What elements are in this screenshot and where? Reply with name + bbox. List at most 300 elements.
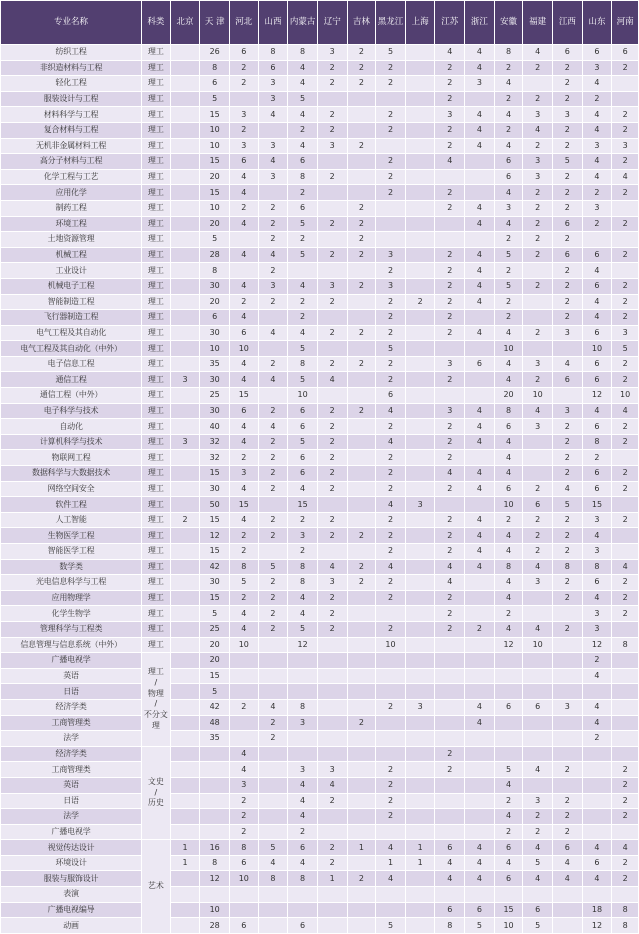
quota-cell-jiangsu: 2 xyxy=(435,185,465,201)
quota-cell-shanxi: 6 xyxy=(258,60,288,76)
quota-cell-beijing xyxy=(170,107,200,123)
table-row xyxy=(1,840,639,856)
quota-cell-beijing xyxy=(170,590,200,606)
quota-cell-beijing xyxy=(170,122,200,138)
quota-cell-shandong: 2 xyxy=(582,653,612,669)
quota-cell-henan: 2 xyxy=(612,793,639,809)
quota-cell-liaoning xyxy=(317,809,347,825)
quota-cell-shanxi xyxy=(258,653,288,669)
quota-cell-jilin xyxy=(347,154,376,170)
quota-cell-neimenggu: 5 xyxy=(288,434,318,450)
major-name-cell: 智能制造工程 xyxy=(1,294,142,310)
quota-cell-shanghai xyxy=(405,60,435,76)
quota-cell-shanghai xyxy=(405,481,435,497)
quota-cell-shanxi xyxy=(258,388,288,404)
quota-cell-jiangsu xyxy=(435,887,465,903)
category-cell: 理工 xyxy=(142,575,171,591)
quota-cell-jiangxi: 6 xyxy=(553,45,583,61)
quota-cell-henan: 2 xyxy=(612,434,639,450)
quota-cell-shandong xyxy=(582,232,612,248)
header-henan: 河南 xyxy=(612,1,639,45)
major-name-cell: 网络空间安全 xyxy=(1,481,142,497)
quota-cell-heilongjiang: 2 xyxy=(376,154,406,170)
quota-cell-jilin xyxy=(347,434,376,450)
quota-cell-fujian xyxy=(523,434,553,450)
category-cell: 理工 xyxy=(142,216,171,232)
table-row xyxy=(1,762,639,778)
table-row xyxy=(1,699,639,715)
quota-cell-fujian: 6 xyxy=(523,497,553,513)
quota-cell-anhui: 15 xyxy=(494,902,523,918)
quota-cell-liaoning xyxy=(317,388,347,404)
table-row xyxy=(1,60,639,76)
quota-cell-shanghai xyxy=(405,621,435,637)
quota-cell-beijing xyxy=(170,403,200,419)
quota-cell-neimenggu: 8 xyxy=(288,169,318,185)
quota-cell-jiangsu: 4 xyxy=(435,871,465,887)
quota-cell-beijing xyxy=(170,777,200,793)
quota-cell-heilongjiang xyxy=(376,91,406,107)
quota-cell-jiangxi: 2 xyxy=(553,294,583,310)
quota-cell-heilongjiang: 4 xyxy=(376,434,406,450)
category-cell: 理工 xyxy=(142,107,171,123)
quota-cell-shanxi: 4 xyxy=(258,855,288,871)
quota-cell-beijing: 3 xyxy=(170,434,200,450)
header-liaoning: 辽宁 xyxy=(317,1,347,45)
table-row xyxy=(1,107,639,123)
major-name-cell: 非织造材料与工程 xyxy=(1,60,142,76)
table-row xyxy=(1,606,639,622)
quota-cell-shanxi: 2 xyxy=(258,403,288,419)
table-row xyxy=(1,528,639,544)
quota-cell-jiangxi: 2 xyxy=(553,122,583,138)
quota-cell-neimenggu: 6 xyxy=(288,918,318,934)
quota-cell-hebei: 2 xyxy=(230,450,259,466)
quota-cell-shandong: 4 xyxy=(582,840,612,856)
table-row xyxy=(1,559,639,575)
quota-cell-tianjin: 20 xyxy=(200,294,230,310)
quota-cell-fujian: 2 xyxy=(523,200,553,216)
quota-cell-shanghai: 3 xyxy=(405,699,435,715)
quota-cell-zhejiang xyxy=(465,154,495,170)
quota-cell-shanghai xyxy=(405,450,435,466)
quota-cell-shandong: 10 xyxy=(582,341,612,357)
quota-cell-shandong: 6 xyxy=(582,575,612,591)
quota-cell-liaoning: 3 xyxy=(317,762,347,778)
quota-cell-shanxi xyxy=(258,777,288,793)
quota-cell-shanghai xyxy=(405,809,435,825)
quota-cell-fujian: 2 xyxy=(523,824,553,840)
table-row xyxy=(1,918,639,934)
quota-cell-anhui: 2 xyxy=(494,793,523,809)
quota-cell-jiangxi: 4 xyxy=(553,481,583,497)
quota-cell-fujian: 4 xyxy=(523,762,553,778)
quota-cell-shanghai: 1 xyxy=(405,840,435,856)
quota-cell-hebei: 4 xyxy=(230,278,259,294)
quota-cell-neimenggu: 15 xyxy=(288,497,318,513)
quota-cell-shandong: 2 xyxy=(582,185,612,201)
major-name-cell: 日语 xyxy=(1,684,142,700)
quota-cell-jiangxi: 2 xyxy=(553,91,583,107)
quota-cell-neimenggu: 4 xyxy=(288,278,318,294)
quota-cell-henan: 8 xyxy=(612,637,639,653)
quota-cell-henan: 2 xyxy=(612,247,639,263)
quota-cell-jiangxi: 6 xyxy=(553,372,583,388)
quota-cell-henan: 2 xyxy=(612,372,639,388)
quota-cell-henan: 2 xyxy=(612,871,639,887)
quota-cell-fujian: 2 xyxy=(523,809,553,825)
quota-cell-jiangxi xyxy=(553,668,583,684)
major-name-cell: 经济学类 xyxy=(1,699,142,715)
quota-cell-jiangxi: 2 xyxy=(553,310,583,326)
quota-cell-neimenggu: 4 xyxy=(288,76,318,92)
category-cell: 理工 xyxy=(142,637,171,653)
table-row xyxy=(1,793,639,809)
quota-cell-heilongjiang: 2 xyxy=(376,762,406,778)
quota-cell-jiangxi: 2 xyxy=(553,824,583,840)
quota-cell-shanxi: 2 xyxy=(258,434,288,450)
quota-cell-heilongjiang xyxy=(376,824,406,840)
table-row xyxy=(1,403,639,419)
quota-cell-fujian xyxy=(523,294,553,310)
quota-cell-shanxi: 2 xyxy=(258,606,288,622)
quota-cell-hebei: 10 xyxy=(230,637,259,653)
quota-cell-hebei: 6 xyxy=(230,45,259,61)
quota-cell-fujian xyxy=(523,590,553,606)
quota-cell-shanxi: 3 xyxy=(258,169,288,185)
quota-cell-neimenggu: 6 xyxy=(288,466,318,482)
quota-cell-jiangxi: 6 xyxy=(553,840,583,856)
quota-cell-anhui: 4 xyxy=(494,621,523,637)
quota-cell-tianjin xyxy=(200,777,230,793)
quota-cell-anhui: 5 xyxy=(494,247,523,263)
quota-cell-hebei: 2 xyxy=(230,294,259,310)
quota-cell-tianjin: 8 xyxy=(200,60,230,76)
table-row xyxy=(1,388,639,404)
quota-cell-shandong: 6 xyxy=(582,356,612,372)
quota-cell-jilin: 2 xyxy=(347,278,376,294)
quota-cell-fujian: 3 xyxy=(523,169,553,185)
quota-cell-liaoning: 3 xyxy=(317,138,347,154)
quota-cell-anhui: 2 xyxy=(494,606,523,622)
category-cell: 理工 xyxy=(142,310,171,326)
quota-cell-shandong: 4 xyxy=(582,668,612,684)
quota-cell-fujian: 4 xyxy=(523,403,553,419)
quota-cell-jiangsu: 4 xyxy=(435,855,465,871)
category-cell: 理工 xyxy=(142,60,171,76)
quota-cell-heilongjiang: 3 xyxy=(376,278,406,294)
quota-cell-fujian: 2 xyxy=(523,138,553,154)
quota-cell-jiangsu xyxy=(435,388,465,404)
major-name-cell: 土地资源管理 xyxy=(1,232,142,248)
quota-cell-jilin xyxy=(347,310,376,326)
quota-cell-jiangxi: 2 xyxy=(553,263,583,279)
quota-cell-zhejiang xyxy=(465,185,495,201)
quota-cell-hebei xyxy=(230,91,259,107)
quota-cell-zhejiang: 4 xyxy=(465,403,495,419)
quota-cell-jiangxi: 3 xyxy=(553,107,583,123)
header-zhejiang: 浙江 xyxy=(465,1,495,45)
major-name-cell: 日语 xyxy=(1,793,142,809)
category-cell: 理工 xyxy=(142,528,171,544)
quota-cell-hebei: 10 xyxy=(230,871,259,887)
quota-cell-heilongjiang: 2 xyxy=(376,263,406,279)
quota-cell-shandong: 12 xyxy=(582,918,612,934)
quota-cell-jiangsu: 2 xyxy=(435,590,465,606)
quota-cell-hebei: 4 xyxy=(230,169,259,185)
quota-cell-tianjin: 6 xyxy=(200,76,230,92)
quota-cell-henan: 2 xyxy=(612,60,639,76)
major-name-cell: 电子信息工程 xyxy=(1,356,142,372)
quota-cell-shandong: 15 xyxy=(582,497,612,513)
quota-cell-liaoning xyxy=(317,684,347,700)
quota-cell-tianjin xyxy=(200,793,230,809)
header-major-name: 专业名称 xyxy=(1,1,142,45)
quota-cell-jiangsu xyxy=(435,731,465,747)
quota-cell-heilongjiang: 2 xyxy=(376,294,406,310)
category-cell: 理工 xyxy=(142,169,171,185)
quota-cell-zhejiang: 4 xyxy=(465,544,495,560)
quota-cell-shanghai xyxy=(405,76,435,92)
quota-cell-shanxi: 2 xyxy=(258,512,288,528)
quota-cell-shanxi: 5 xyxy=(258,559,288,575)
header-anhui: 安徽 xyxy=(494,1,523,45)
quota-cell-beijing xyxy=(170,606,200,622)
quota-cell-fujian: 2 xyxy=(523,216,553,232)
header-jilin: 吉林 xyxy=(347,1,376,45)
quota-cell-shanxi: 2 xyxy=(258,715,288,731)
quota-cell-tianjin: 8 xyxy=(200,263,230,279)
quota-cell-shanxi: 2 xyxy=(258,450,288,466)
quota-cell-anhui: 4 xyxy=(494,76,523,92)
quota-cell-zhejiang: 4 xyxy=(465,466,495,482)
quota-cell-jiangxi xyxy=(553,684,583,700)
quota-cell-heilongjiang xyxy=(376,653,406,669)
quota-cell-neimenggu: 2 xyxy=(288,824,318,840)
quota-cell-henan: 3 xyxy=(612,138,639,154)
quota-cell-shanghai xyxy=(405,762,435,778)
quota-cell-heilongjiang: 2 xyxy=(376,372,406,388)
quota-cell-fujian xyxy=(523,653,553,669)
quota-cell-beijing xyxy=(170,278,200,294)
category-cell: 理工 xyxy=(142,559,171,575)
quota-cell-shandong: 4 xyxy=(582,169,612,185)
quota-cell-shandong: 6 xyxy=(582,247,612,263)
quota-cell-neimenggu: 6 xyxy=(288,403,318,419)
quota-cell-anhui: 2 xyxy=(494,263,523,279)
table-row xyxy=(1,653,639,669)
quota-cell-zhejiang: 4 xyxy=(465,840,495,856)
quota-cell-shanghai xyxy=(405,653,435,669)
quota-cell-shandong: 3 xyxy=(582,544,612,560)
quota-cell-jiangxi: 4 xyxy=(553,855,583,871)
category-cell: 理工 xyxy=(142,356,171,372)
quota-cell-heilongjiang: 2 xyxy=(376,809,406,825)
quota-cell-jilin: 2 xyxy=(347,559,376,575)
quota-cell-shandong: 6 xyxy=(582,466,612,482)
quota-cell-neimenggu: 4 xyxy=(288,60,318,76)
major-name-cell: 通信工程（中外） xyxy=(1,388,142,404)
quota-cell-tianjin: 5 xyxy=(200,232,230,248)
quota-cell-heilongjiang xyxy=(376,887,406,903)
quota-cell-zhejiang xyxy=(465,653,495,669)
quota-cell-henan xyxy=(612,653,639,669)
quota-cell-jiangxi: 2 xyxy=(553,185,583,201)
quota-cell-neimenggu xyxy=(288,684,318,700)
table-row xyxy=(1,824,639,840)
quota-cell-neimenggu: 4 xyxy=(288,590,318,606)
quota-cell-hebei: 3 xyxy=(230,466,259,482)
quota-cell-jiangsu xyxy=(435,809,465,825)
quota-cell-liaoning xyxy=(317,497,347,513)
quota-cell-fujian: 4 xyxy=(523,45,553,61)
quota-cell-fujian: 4 xyxy=(523,621,553,637)
quota-cell-anhui: 20 xyxy=(494,388,523,404)
quota-cell-zhejiang: 4 xyxy=(465,278,495,294)
quota-cell-shanxi: 2 xyxy=(258,731,288,747)
quota-cell-neimenggu: 8 xyxy=(288,871,318,887)
quota-cell-fujian xyxy=(523,887,553,903)
category-cell: 理工 xyxy=(142,481,171,497)
quota-cell-jiangxi: 4 xyxy=(553,356,583,372)
quota-cell-liaoning xyxy=(317,699,347,715)
quota-cell-anhui: 4 xyxy=(494,855,523,871)
header-fujian: 福建 xyxy=(523,1,553,45)
table-row xyxy=(1,372,639,388)
quota-cell-jiangsu: 4 xyxy=(435,559,465,575)
quota-cell-anhui: 10 xyxy=(494,341,523,357)
quota-cell-shanxi xyxy=(258,122,288,138)
quota-cell-shandong: 4 xyxy=(582,699,612,715)
quota-cell-zhejiang: 6 xyxy=(465,356,495,372)
quota-cell-heilongjiang: 2 xyxy=(376,185,406,201)
quota-cell-hebei: 4 xyxy=(230,434,259,450)
quota-cell-neimenggu: 4 xyxy=(288,777,318,793)
quota-cell-neimenggu: 2 xyxy=(288,544,318,560)
quota-cell-shanghai xyxy=(405,684,435,700)
quota-cell-henan xyxy=(612,824,639,840)
quota-cell-beijing xyxy=(170,918,200,934)
quota-cell-shanghai xyxy=(405,824,435,840)
quota-cell-shandong: 4 xyxy=(582,263,612,279)
quota-cell-jiangsu: 6 xyxy=(435,902,465,918)
quota-cell-shandong xyxy=(582,777,612,793)
category-cell: 理工 xyxy=(142,154,171,170)
quota-cell-shanxi: 4 xyxy=(258,699,288,715)
quota-cell-zhejiang xyxy=(465,777,495,793)
quota-cell-shandong: 3 xyxy=(582,60,612,76)
quota-cell-anhui: 2 xyxy=(494,512,523,528)
quota-cell-liaoning: 2 xyxy=(317,216,347,232)
table-row xyxy=(1,278,639,294)
quota-cell-fujian: 2 xyxy=(523,232,553,248)
quota-cell-heilongjiang: 5 xyxy=(376,341,406,357)
major-name-cell: 视觉传达设计 xyxy=(1,840,142,856)
quota-cell-shanxi: 3 xyxy=(258,138,288,154)
quota-cell-heilongjiang: 2 xyxy=(376,575,406,591)
quota-cell-shandong: 3 xyxy=(582,138,612,154)
quota-cell-hebei: 15 xyxy=(230,388,259,404)
quota-cell-zhejiang: 4 xyxy=(465,45,495,61)
quota-cell-shanghai xyxy=(405,575,435,591)
quota-cell-hebei: 6 xyxy=(230,855,259,871)
quota-cell-jiangxi: 2 xyxy=(553,575,583,591)
quota-cell-shandong: 4 xyxy=(582,528,612,544)
table-row xyxy=(1,621,639,637)
quota-cell-fujian xyxy=(523,450,553,466)
quota-cell-tianjin: 30 xyxy=(200,372,230,388)
quota-cell-neimenggu: 2 xyxy=(288,122,318,138)
quota-cell-zhejiang: 2 xyxy=(465,621,495,637)
quota-cell-jilin xyxy=(347,809,376,825)
quota-cell-shanghai xyxy=(405,310,435,326)
quota-cell-zhejiang: 4 xyxy=(465,481,495,497)
quota-cell-henan xyxy=(612,232,639,248)
quota-cell-henan: 2 xyxy=(612,154,639,170)
major-name-cell: 广播电视学 xyxy=(1,653,142,669)
quota-cell-beijing xyxy=(170,138,200,154)
quota-cell-neimenggu: 5 xyxy=(288,341,318,357)
quota-cell-neimenggu: 2 xyxy=(288,232,318,248)
quota-cell-jiangsu: 2 xyxy=(435,621,465,637)
quota-cell-shanghai xyxy=(405,45,435,61)
quota-cell-jiangxi xyxy=(553,918,583,934)
quota-cell-jilin xyxy=(347,388,376,404)
quota-cell-tianjin: 32 xyxy=(200,434,230,450)
quota-cell-neimenggu: 6 xyxy=(288,840,318,856)
header-shanghai: 上海 xyxy=(405,1,435,45)
quota-cell-beijing xyxy=(170,341,200,357)
quota-cell-neimenggu: 6 xyxy=(288,419,318,435)
category-cell: 理工 xyxy=(142,185,171,201)
quota-cell-henan: 4 xyxy=(612,403,639,419)
quota-cell-zhejiang xyxy=(465,746,495,762)
quota-cell-neimenggu: 4 xyxy=(288,481,318,497)
quota-cell-jiangxi: 2 xyxy=(553,200,583,216)
quota-cell-shandong: 3 xyxy=(582,512,612,528)
quota-cell-hebei: 5 xyxy=(230,575,259,591)
quota-cell-zhejiang xyxy=(465,809,495,825)
quota-cell-beijing xyxy=(170,247,200,263)
quota-cell-zhejiang: 4 xyxy=(465,60,495,76)
quota-cell-jiangsu: 2 xyxy=(435,419,465,435)
quota-cell-henan: 2 xyxy=(612,575,639,591)
quota-cell-shandong: 6 xyxy=(582,481,612,497)
quota-cell-hebei xyxy=(230,887,259,903)
quota-cell-anhui: 10 xyxy=(494,918,523,934)
quota-cell-shanghai xyxy=(405,590,435,606)
quota-cell-jiangxi: 2 xyxy=(553,793,583,809)
header-category: 科类 xyxy=(142,1,171,45)
quota-cell-heilongjiang: 2 xyxy=(376,544,406,560)
header-row xyxy=(1,1,639,45)
quota-cell-tianjin: 30 xyxy=(200,481,230,497)
quota-cell-hebei: 2 xyxy=(230,590,259,606)
quota-cell-fujian: 4 xyxy=(523,840,553,856)
quota-cell-anhui: 4 xyxy=(494,590,523,606)
quota-cell-neimenggu: 8 xyxy=(288,699,318,715)
quota-cell-shanghai xyxy=(405,637,435,653)
quota-cell-tianjin: 40 xyxy=(200,419,230,435)
quota-cell-liaoning: 2 xyxy=(317,621,347,637)
quota-cell-neimenggu: 5 xyxy=(288,216,318,232)
quota-cell-jiangsu xyxy=(435,216,465,232)
table-row xyxy=(1,247,639,263)
quota-cell-neimenggu: 4 xyxy=(288,325,318,341)
quota-cell-tianjin: 35 xyxy=(200,731,230,747)
major-name-cell: 纺织工程 xyxy=(1,45,142,61)
quota-cell-shanxi: 2 xyxy=(258,481,288,497)
